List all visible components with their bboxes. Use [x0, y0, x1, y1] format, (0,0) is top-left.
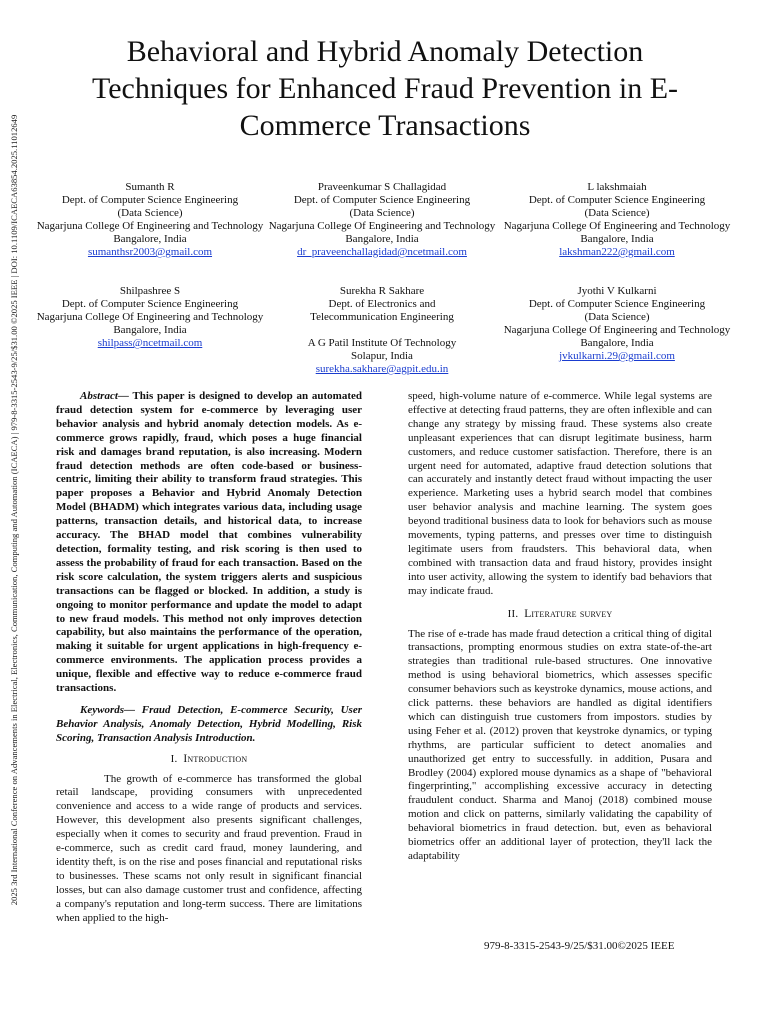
section-number: I.	[170, 752, 178, 765]
author-affil-line: Dept. of Computer Science Engineering	[61, 298, 239, 310]
introduction-continued-paragraph: speed, high-volume nature of e-commerce. While legal systems are effective at detecting fraud patterns, they are often inflexible and can change any strategy by missing fraud. These systems also create unpleasant experiences that can disrupt legitimate business, harm customers, and reduce customer satisfaction. Therefore, there is an urgent need for automated, adaptive fraud detection solutions that can accurately and instantly detect fraud without impacting the user experience. Marketing uses a hybrid search model that combines user behavior analysis and machine learning. The system goes beyond traditional business data to look for behaviors such as mouse movements, typing patterns, and presses over time to distinguish legitimate users from fraudsters. This behavioral data, when combined with transaction data and fraud history, provides insight into user activity, allowing the system to identify bad behaviors that may indicate fraud.	[408, 390, 712, 597]
author-affil-line: Telecommunication Engineering	[310, 311, 454, 323]
author-affil-line: Nagarjuna College Of Engineering and Technology	[503, 324, 731, 336]
section-title: Literature survey	[524, 607, 613, 620]
author-affil-line: (Data Science)	[117, 207, 183, 219]
author-email-link[interactable]: shilpass@ncetmail.com	[97, 337, 203, 349]
section-heading-introduction	[56, 753, 362, 767]
side-conference-text: 2025 3rd International Conference on Advancements in Electrical, Electronics, Communication, Computing and Automation (ICAECA) | 979-8-3315-2543-9/25/$31.00 ©2025 IEEE | DOI: 10.1109/ICAECA63854.2025.11012649	[9, 114, 19, 906]
abstract-text: This paper is designed to develop an automated fraud detection system for e-commerce by leveraging user behavior analysis and hybrid anomaly detection models. As e-commerce grows rapidly, fraud, which poses a huge financial risk and damages brand reputation, is also increasing. Modern fraud detection methods are often code-based or business-centric, limiting their ability to transform fraud strategies. This paper proposes a Behavior and Hybrid Anomaly Detection Model (BHADM) which integrates various data, including usage patterns, transaction details, and historical data, to increase accuracy. The BHAD model that combines vulnerability detection, formality testing, and risk scoring is then used to assess the probability of fraud for each transaction. Based on the risk score calculation, the system triggers alerts and suspicious transactions can be flagged or blocked. In addition, a study is ongoing to monitor performance and update the model to adapt to new fraud models. This method not only improves detection capability, but also maintains the performance of the operation, making it suitable for urgent applications in high-frequency e-commerce environments. The application process provides a unique, flexible and effective way to reduce e-commerce fraud transactions.	[56, 390, 362, 695]
author-name: Praveenkumar S Challagidad	[317, 181, 447, 193]
author-email-link[interactable]: sumanthsr2003@gmail.com	[87, 246, 213, 258]
author-affil-line: Dept. of Computer Science Engineering	[528, 194, 706, 206]
author-spacer	[262, 324, 502, 337]
author-affil-line: Bangalore, India	[113, 233, 187, 245]
author-affil-line: A G Patil Institute Of Technology	[307, 337, 457, 349]
author-affil-line: Bangalore, India	[345, 233, 419, 245]
author-name: Jyothi V Kulkarni	[577, 285, 657, 297]
author-block-1	[30, 181, 270, 259]
author-affil-line: (Data Science)	[584, 207, 650, 219]
right-column	[408, 390, 712, 864]
author-block-2	[262, 181, 502, 259]
author-affil-line: Bangalore, India	[113, 324, 187, 336]
author-email-link[interactable]: surekha.sakhare@agpit.edu.in	[315, 363, 449, 375]
author-affil-line: Dept. of Computer Science Engineering	[293, 194, 471, 206]
abstract-label: Abstract—	[80, 390, 129, 402]
author-affil-line: Bangalore, India	[580, 337, 654, 349]
author-affil-line: Nagarjuna College Of Engineering and Technology	[268, 220, 496, 232]
left-column	[56, 390, 362, 926]
keywords-text: Fraud Detection, E-commerce Security, User Behavior Analysis, Anomaly Detection, Hybrid Modelling, Risk Scoring, Transaction Analysis Introduction.	[56, 703, 363, 744]
author-affil-line: Nagarjuna College Of Engineering and Technology	[503, 220, 731, 232]
literature-paragraph: The rise of e-trade has made fraud detection a critical thing of digital transactions, prompting enormous studies on extra state-of-the-art strategies than traditional rule-based structures. One innovative method is using behavioral biometrics, which assesses specific consumer behaviors such as keystroke dynamics, mouse actions, and click patterns. these behaviors are handled as digital identifiers which can distinguish true customers from impostors. studies by using Feher et al. (2012) proven that keystroke dynamics, or typing rhythms, are particular sufficient to detect anomalies and unauthorized get entry to successfully. in addition, Pusara and Brodley (2004) explored mouse dynamics as a shape of "behavioral fingerprinting," accomplishing excessive accuracy in detecting fraudulent conduct. Sharma and Manoj (2018) combined mouse motion and click on patterns, similarly validating the capability of behavioral biometrics in fraud detection. but, even as behavioral biometrics offer an additional layer of protection, they'll lack the adaptability	[408, 627, 712, 862]
author-block-5	[262, 285, 502, 376]
author-affil-line: (Data Science)	[349, 207, 415, 219]
keywords-label: Keywords—	[80, 703, 135, 716]
author-affil-line: Bangalore, India	[580, 233, 654, 245]
author-email-link[interactable]: lakshman222@gmail.com	[559, 246, 675, 258]
section-number: II.	[507, 607, 519, 620]
author-name: Sumanth R	[125, 181, 175, 193]
author-affil-line: (Data Science)	[584, 311, 650, 323]
author-block-4	[30, 285, 270, 350]
author-block-3	[497, 181, 737, 259]
author-affil-line: Nagarjuna College Of Engineering and Technology	[36, 220, 264, 232]
section-title: Introduction	[183, 752, 248, 765]
abstract-paragraph	[56, 390, 362, 696]
author-name: L lakshmaiah	[587, 181, 647, 193]
author-email-link[interactable]: jvkulkarni.29@gmail.com	[559, 350, 675, 362]
copyright-footer: 979-8-3315-2543-9/25/$31.00©2025 IEEE	[484, 940, 675, 952]
author-block-6	[497, 285, 737, 363]
side-conference-strip	[6, 40, 22, 980]
author-affil-line: Dept. of Computer Science Engineering	[528, 298, 706, 310]
author-name: Surekha R Sakhare	[339, 285, 425, 297]
author-affil-line: Dept. of Computer Science Engineering	[61, 194, 239, 206]
author-affil-line: Solapur, India	[351, 350, 413, 362]
paper-title: Behavioral and Hybrid Anomaly Detection Techniques for Enhanced Fraud Prevention in E-Commerce Transactions	[91, 35, 679, 142]
author-email-link[interactable]: dr_praveenchallagidad@ncetmail.com	[297, 246, 467, 258]
author-affil-line: Dept. of Electronics and	[328, 298, 436, 310]
author-affil-line: Nagarjuna College Of Engineering and Technology	[36, 311, 264, 323]
introduction-paragraph: The growth of e-commerce has transformed the global retail landscape, providing consumers with unprecedented convenience and access to a wide range of products and services. However, this development also presents significant challenges, especially when it comes to security and fraud prevention. Fraud in e-commerce, such as credit card fraud, money laundering, and identity theft, is on the rise and poses financial and reputational risks to businesses. These scams not only result in significant financial losses, but can also damage customer trust and confidence, affecting a company's reputation and long-term success. There are limitations when applied to the high-	[56, 772, 362, 924]
keywords-paragraph	[56, 704, 362, 746]
author-name: Shilpashree S	[119, 285, 181, 297]
section-heading-literature	[408, 608, 712, 622]
